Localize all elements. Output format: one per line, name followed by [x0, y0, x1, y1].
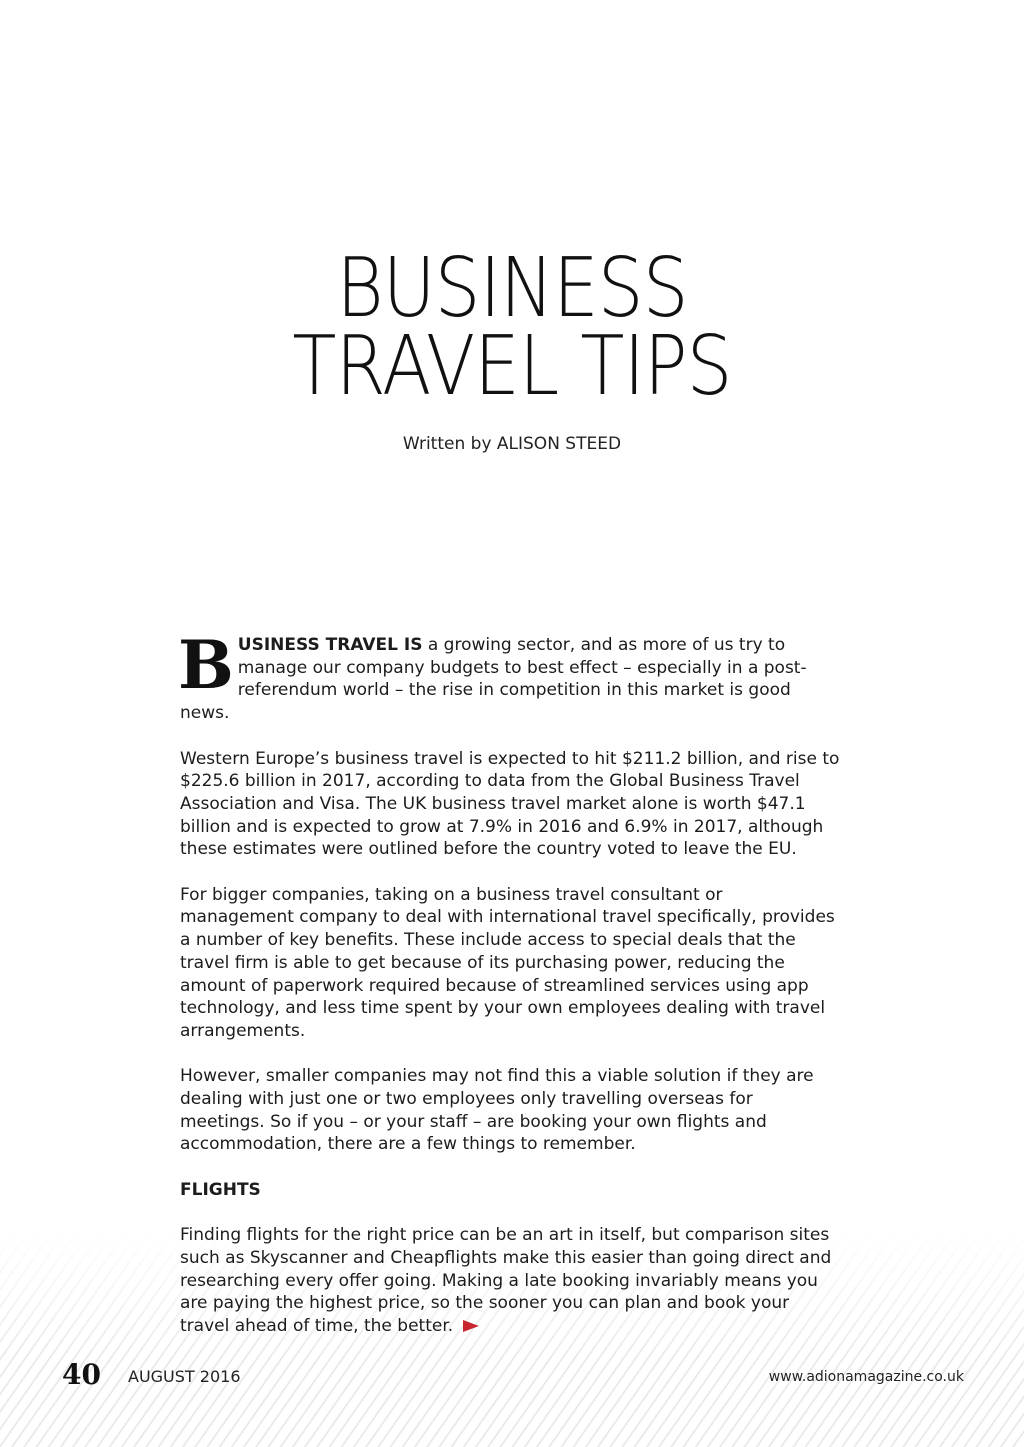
drop-cap: B — [178, 626, 234, 704]
paragraph-intro — [178, 626, 840, 725]
page-footer — [62, 1358, 964, 1391]
lead-in: USINESS TRAVEL IS — [237, 635, 423, 655]
byline: Written by ALISON STEED — [402, 434, 622, 454]
paragraph-flights — [180, 1224, 840, 1338]
article-title — [61, 241, 962, 414]
article-body — [178, 626, 840, 1360]
title-line-2: TRAVEL TIPS — [292, 319, 732, 414]
flights-text: Finding flights for the right price can be an art in itself, but comparison sites such as Skyscanner and Cheapflights make this easier than going direct and researching every offer going. Making a late booking invariably means you are paying the highest price, so the sooner you can plan and book your travel ahead of time, the better. — [180, 1225, 832, 1337]
section-heading-flights: FLIGHTS — [180, 1179, 261, 1200]
paragraph: However, smaller companies may not find this a viable solution if they are dealing with just one or two employees only travelling overseas for meetings. So if you – or your staff – are booking your own flights and accommodation, there are a few things to remember. — [180, 1066, 814, 1155]
title-line-1: BUSINESS — [336, 241, 688, 336]
continue-arrow-icon — [463, 1320, 479, 1332]
intro-text: a growing sector, and as more of us try to manage our company budgets to best effect – especially in a post-referendum world – the rise in competition in this market is good news. — [180, 635, 807, 724]
website-url: www.adionamagazine.co.uk — [768, 1369, 964, 1385]
paragraph: For bigger companies, taking on a business travel consultant or management company to deal with international travel specifically, provides a number of key benefits. These include access to special deals that the travel firm is able to get because of its purchasing power, reducing the amount of paperwork required because of streamlined services using app technology, and less time spent by your own employees dealing with travel arrangements. — [180, 884, 835, 1041]
paragraph: Western Europe’s business travel is expected to hit $211.2 billion, and rise to $225.6 billion in 2017, according to data from the Global Business Travel Association and Visa. The UK business travel market alone is worth $47.1 billion and is expected to grow at 7.9% in 2016 and 6.9% in 2017, although these estimates were outlined before the country voted to leave the EU. — [180, 748, 840, 860]
page-number: 40 — [62, 1358, 101, 1391]
issue-date: AUGUST 2016 — [128, 1367, 241, 1386]
